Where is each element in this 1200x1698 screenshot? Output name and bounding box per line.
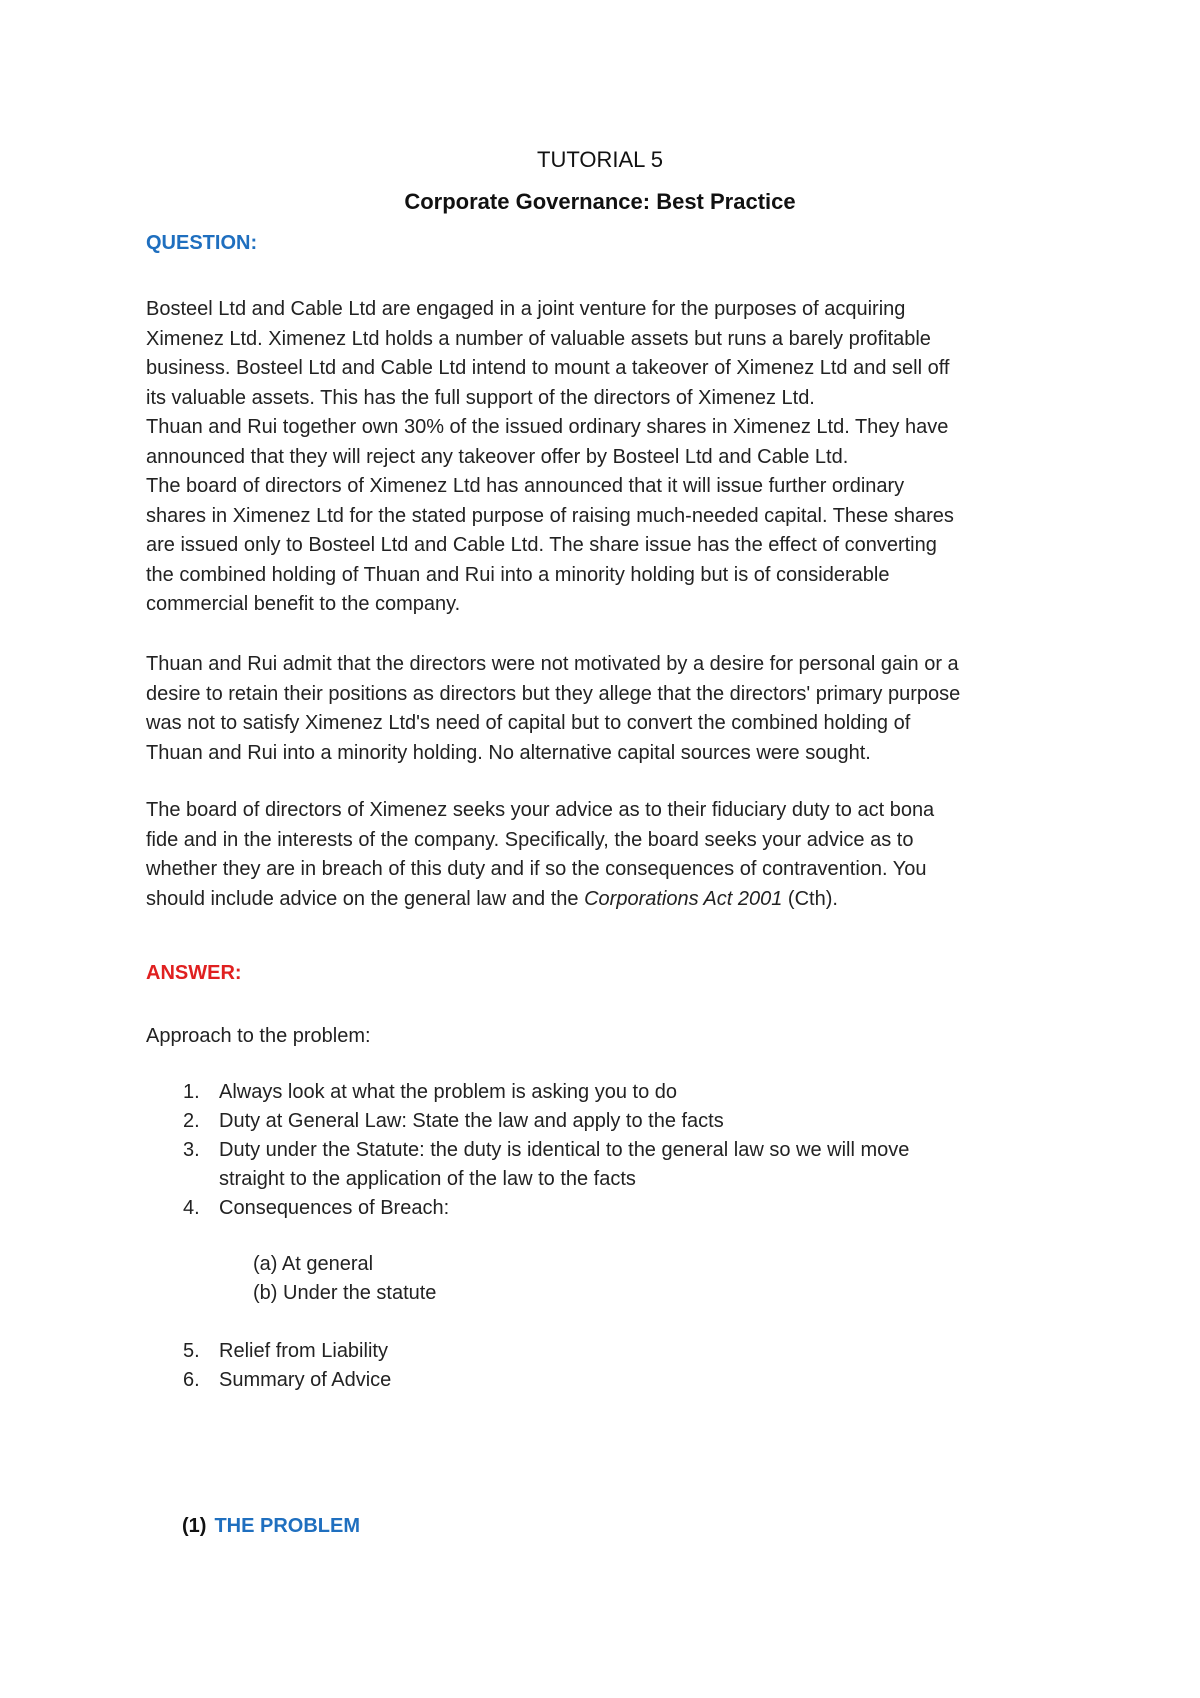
sub-list-item: (b) Under the statute [253,1282,437,1304]
question-paragraph-2 [146,650,1066,768]
approach-list-continued [146,1337,1046,1395]
text-line: commercial benefit to the company. [146,593,461,615]
section-heading [182,1515,360,1538]
list-item [146,1165,1046,1194]
list-item [146,1078,1046,1107]
document-subtitle: Corporate Governance: Best Practice [404,189,796,214]
list-number: 3. [183,1139,200,1161]
question-heading: QUESTION: [146,232,258,254]
text-line: the combined holding of Thuan and Rui into a minority holding but is of considerable [146,563,890,586]
breach-sub-list [253,1250,436,1308]
section-label: THE PROBLEM [214,1515,361,1537]
list-number: 4. [183,1197,200,1219]
list-text: Duty at General Law: State the law and apply to the facts [219,1110,724,1132]
list-item [146,1107,1046,1136]
text-span: should include advice on the general law and the [146,887,585,910]
text-line: The board of directors of Ximenez seeks your advice as to their fiduciary duty to act bona [146,799,935,821]
text-line: Thuan and Rui together own 30% of the issued ordinary shares in Ximenez Ltd. They have [146,416,949,438]
text-line: Thuan and Rui into a minority holding. No alternative capital sources were sought. [146,741,871,764]
text-line: announced that they will reject any takeover offer by Bosteel Ltd and Cable Ltd. [146,445,849,468]
list-item [146,1194,1046,1223]
list-number: 6. [183,1369,200,1391]
text-line: business. Bosteel Ltd and Cable Ltd intend to mount a takeover of Ximenez Ltd and sell off [146,357,950,379]
act-name: Corporations Act 2001 [584,887,783,910]
list-text: straight to the application of the law to the facts [219,1168,636,1190]
text-line: Bosteel Ltd and Cable Ltd are engaged in a joint venture for the purposes of acquiring [146,298,906,320]
list-number: 2. [183,1110,200,1132]
answer-intro: Approach to the problem: [146,1025,371,1047]
list-text: Relief from Liability [219,1340,388,1362]
list-item [146,1337,1046,1366]
section-number: (1) [182,1515,207,1537]
question-paragraph-3 [146,796,1066,914]
text-line: fide and in the interests of the company. Specifically, the board seeks your advice as to [146,828,914,851]
text-line: Thuan and Rui admit that the directors were not motivated by a desire for personal gain or a [146,653,959,675]
document-title: TUTORIAL 5 [537,147,663,172]
approach-list [146,1078,1046,1223]
list-text: Duty under the Statute: the duty is identical to the general law so we will move [219,1139,910,1161]
list-item [146,1366,1046,1395]
answer-heading: ANSWER: [146,962,242,984]
text-line: was not to satisfy Ximenez Ltd's need of capital but to convert the combined holding of [146,712,911,734]
text-line: The board of directors of Ximenez Ltd has announced that it will issue further ordinary [146,475,905,497]
text-line: desire to retain their positions as directors but they allege that the directors' primary purpose [146,682,961,705]
list-text: Summary of Advice [219,1369,392,1391]
list-number: 1. [183,1081,200,1103]
question-paragraph-1 [146,295,1066,620]
text-line: are issued only to Bosteel Ltd and Cable Ltd. The share issue has the effect of converting [146,534,937,556]
sub-list-item: (a) At general [253,1253,374,1275]
text-line: its valuable assets. This has the full support of the directors of Ximenez Ltd. [146,386,815,409]
text-line: shares in Ximenez Ltd for the stated purpose of raising much-needed capital. These shares [146,504,954,527]
text-span: (Cth). [782,887,838,910]
list-text: Always look at what the problem is asking you to do [219,1081,678,1103]
text-line: Ximenez Ltd. Ximenez Ltd holds a number of valuable assets but runs a barely profitable [146,327,931,350]
list-number: 5. [183,1340,200,1362]
list-item [146,1136,1046,1165]
list-text: Consequences of Breach: [219,1197,450,1219]
text-line: whether they are in breach of this duty and if so the consequences of contravention. You [146,858,927,880]
text-line-mixed [146,885,1066,915]
